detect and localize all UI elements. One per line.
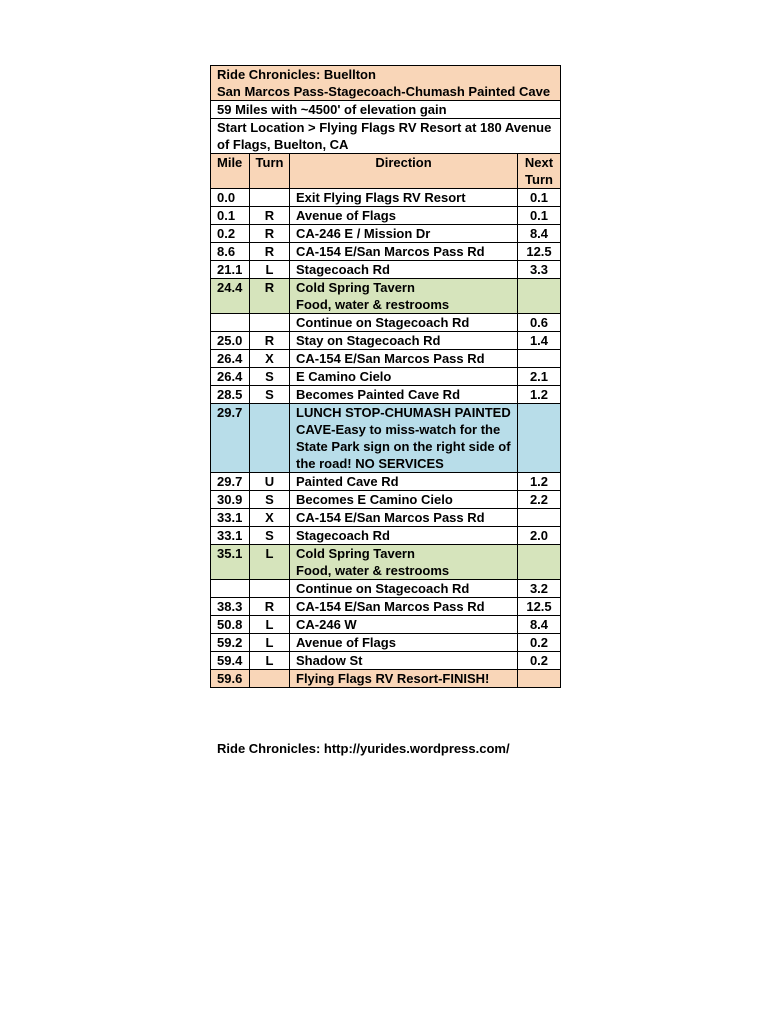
cue-turn: X [250,509,290,527]
cue-next-turn [518,509,561,527]
cue-direction: CA-154 E/San Marcos Pass Rd [290,509,518,527]
cue-direction: Becomes E Camino Cielo [290,491,518,509]
cue-row [211,225,561,243]
cue-row [211,491,561,509]
cue-row [211,350,561,368]
cue-mile: 59.2 [211,634,250,652]
cue-row [211,616,561,634]
cue-row [211,598,561,616]
cue-mile: 26.4 [211,350,250,368]
cue-row [211,386,561,404]
cue-direction: LUNCH STOP-CHUMASH PAINTED CAVE-Easy to miss-watch for the State Park sign on the right side of the road! NO SERVICES [290,404,518,473]
cue-direction: Shadow St [290,652,518,670]
cue-row [211,580,561,598]
cue-next-turn [518,670,561,688]
cue-mile: 21.1 [211,261,250,279]
cue-turn: X [250,350,290,368]
cue-row [211,207,561,225]
cue-turn: R [250,332,290,350]
cue-next-turn: 2.2 [518,491,561,509]
cue-direction: Cold Spring Tavern Food, water & restrooms [290,279,518,314]
cue-next-turn: 0.6 [518,314,561,332]
cue-row [211,243,561,261]
footer-credit: Ride Chronicles: http://yurides.wordpress.com/ [217,741,510,756]
cue-mile: 8.6 [211,243,250,261]
cue-row [211,509,561,527]
cue-next-turn: 0.1 [518,207,561,225]
cue-direction: Stagecoach Rd [290,527,518,545]
cue-turn: R [250,279,290,314]
cue-mile [211,314,250,332]
header-direction: Direction [290,154,518,189]
cue-direction: Continue on Stagecoach Rd [290,314,518,332]
cue-direction: CA-154 E/San Marcos Pass Rd [290,243,518,261]
cue-mile: 59.6 [211,670,250,688]
cue-turn: R [250,598,290,616]
cue-next-turn: 1.2 [518,473,561,491]
cue-row [211,314,561,332]
cue-next-turn: 0.1 [518,189,561,207]
cue-turn: L [250,616,290,634]
cue-turn: R [250,207,290,225]
cue-row [211,670,561,688]
cue-next-turn: 12.5 [518,598,561,616]
cue-next-turn: 2.1 [518,368,561,386]
cue-mile: 29.7 [211,404,250,473]
cue-turn: R [250,243,290,261]
header-turn: Turn [250,154,290,189]
cue-turn: S [250,527,290,545]
cue-turn: R [250,225,290,243]
cue-turn: L [250,261,290,279]
cue-turn: L [250,634,290,652]
cue-direction: Flying Flags RV Resort-FINISH! [290,670,518,688]
cue-direction: Stay on Stagecoach Rd [290,332,518,350]
sheet-title: Ride Chronicles: Buellton [217,67,376,82]
header-row [211,154,561,189]
cue-next-turn: 3.3 [518,261,561,279]
cue-mile: 25.0 [211,332,250,350]
cue-turn [250,314,290,332]
cue-direction: Cold Spring Tavern Food, water & restrooms [290,545,518,580]
sheet-subtitle: San Marcos Pass-Stagecoach-Chumash Painted Cave [217,84,551,99]
cue-mile [211,580,250,598]
cue-turn: S [250,368,290,386]
cue-direction: Painted Cave Rd [290,473,518,491]
cue-row [211,368,561,386]
cue-direction: Avenue of Flags [290,634,518,652]
cue-direction: Stagecoach Rd [290,261,518,279]
cue-mile: 0.0 [211,189,250,207]
cue-next-turn: 1.2 [518,386,561,404]
cue-mile: 0.1 [211,207,250,225]
cue-row [211,652,561,670]
cue-next-turn: 3.2 [518,580,561,598]
cue-row [211,332,561,350]
cue-next-turn [518,279,561,314]
cue-next-turn: 0.2 [518,652,561,670]
cue-direction: CA-154 E/San Marcos Pass Rd [290,598,518,616]
cue-turn: S [250,491,290,509]
cue-direction: Avenue of Flags [290,207,518,225]
cue-next-turn: 2.0 [518,527,561,545]
cue-row [211,527,561,545]
cue-mile: 30.9 [211,491,250,509]
cue-turn: L [250,652,290,670]
cue-next-turn: 1.4 [518,332,561,350]
cue-direction: Exit Flying Flags RV Resort [290,189,518,207]
start-row [211,119,561,154]
cue-mile: 33.1 [211,509,250,527]
cue-next-turn: 12.5 [518,243,561,261]
cue-direction: CA-154 E/San Marcos Pass Rd [290,350,518,368]
cue-row [211,634,561,652]
header-mile: Mile [211,154,250,189]
cue-mile: 35.1 [211,545,250,580]
cue-turn: U [250,473,290,491]
cue-mile: 38.3 [211,598,250,616]
cue-direction: CA-246 E / Mission Dr [290,225,518,243]
title-row [211,66,561,101]
cue-mile: 50.8 [211,616,250,634]
distance-text: 59 Miles with ~4500' of elevation gain [211,101,561,119]
cue-sheet-table [210,65,561,688]
header-next-turn: Next Turn [518,154,561,189]
cue-row [211,261,561,279]
cue-mile: 28.5 [211,386,250,404]
cue-mile: 24.4 [211,279,250,314]
cue-row [211,189,561,207]
cue-row [211,404,561,473]
cue-direction: CA-246 W [290,616,518,634]
start-location-text: Start Location > Flying Flags RV Resort at 180 Avenue of Flags, Buelton, CA [211,119,561,154]
cue-mile: 33.1 [211,527,250,545]
title-cell [211,66,561,101]
cue-row [211,279,561,314]
cue-turn: S [250,386,290,404]
cue-direction: Becomes Painted Cave Rd [290,386,518,404]
distance-row [211,101,561,119]
cue-mile: 59.4 [211,652,250,670]
cue-turn [250,404,290,473]
cue-turn [250,580,290,598]
cue-turn [250,670,290,688]
cue-next-turn: 0.2 [518,634,561,652]
cue-sheet-body [211,66,561,688]
cue-mile: 29.7 [211,473,250,491]
cue-next-turn: 8.4 [518,225,561,243]
cue-turn [250,189,290,207]
cue-direction: Continue on Stagecoach Rd [290,580,518,598]
cue-mile: 26.4 [211,368,250,386]
cue-next-turn: 8.4 [518,616,561,634]
cue-direction: E Camino Cielo [290,368,518,386]
cue-row [211,545,561,580]
cue-next-turn [518,350,561,368]
cue-next-turn [518,545,561,580]
cue-next-turn [518,404,561,473]
cue-turn: L [250,545,290,580]
cue-mile: 0.2 [211,225,250,243]
cue-row [211,473,561,491]
